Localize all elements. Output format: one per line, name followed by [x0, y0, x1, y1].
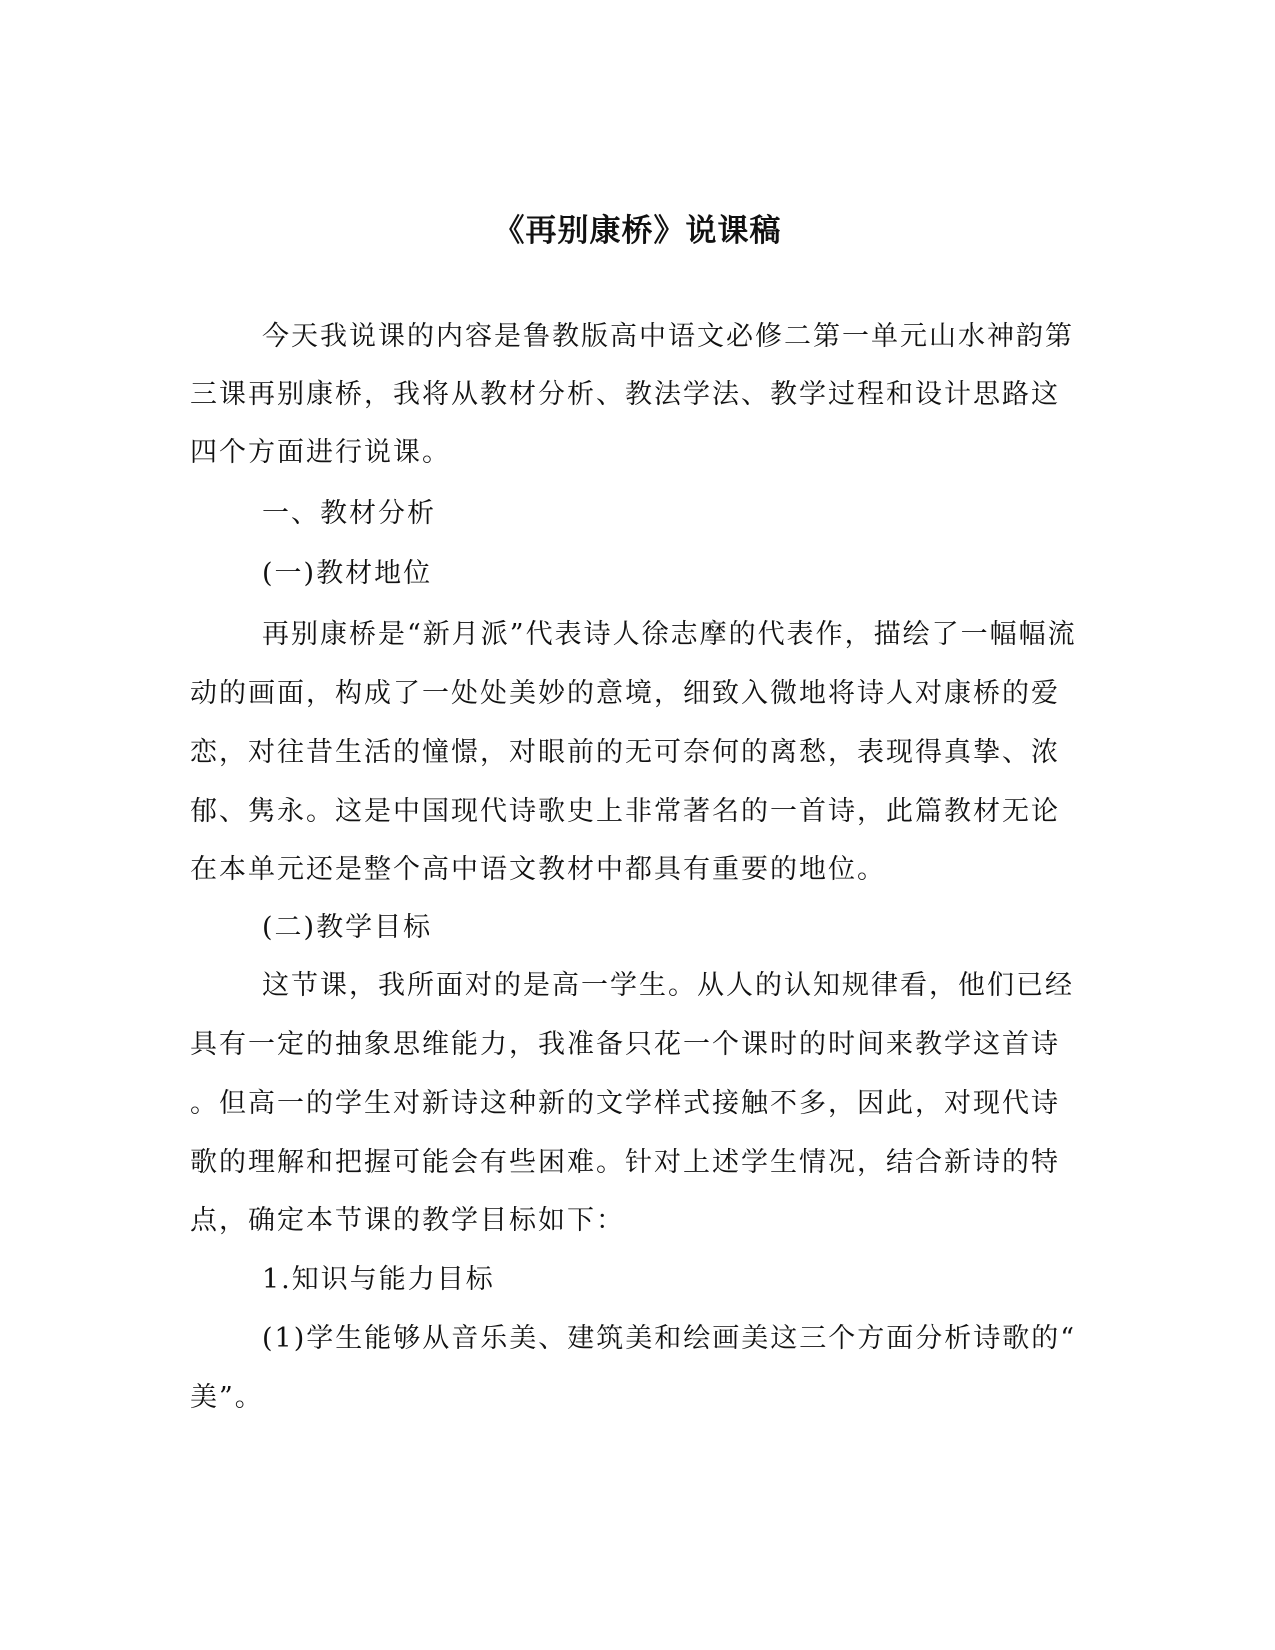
paragraph-line: 在本单元还是整个高中语文教材中都具有重要的地位。 — [190, 854, 886, 885]
subsection-heading: (二)教学目标 — [262, 912, 433, 943]
paragraph-line: 郁、隽永。这是中国现代诗歌史上非常著名的一首诗，此篇教材无论 — [190, 796, 1060, 827]
subsection-heading: 1.知识与能力目标 — [262, 1264, 495, 1295]
paragraph-line: 动的画面，构成了一处处美妙的意境，细致入微地将诗人对康桥的爱 — [190, 678, 1060, 709]
paragraph-line: 。但高一的学生对新诗这种新的文学样式接触不多，因此，对现代诗 — [190, 1088, 1060, 1119]
paragraph-line: 美”。 — [190, 1382, 264, 1413]
section-heading: 一、教材分析 — [262, 498, 436, 529]
paragraph-line: 今天我说课的内容是鲁教版高中语文必修二第一单元山水神韵第 — [262, 321, 1074, 352]
paragraph-line: 三课再别康桥，我将从教材分析、教法学法、教学过程和设计思路这 — [190, 379, 1060, 410]
paragraph-line: 具有一定的抽象思维能力，我准备只花一个课时的时间来教学这首诗 — [190, 1029, 1060, 1060]
paragraph-line: 四个方面进行说课。 — [190, 437, 451, 468]
paragraph-line: 歌的理解和把握可能会有些困难。针对上述学生情况，结合新诗的特 — [190, 1147, 1060, 1178]
document-title: 《再别康桥》说课稿 — [493, 213, 782, 249]
subsection-heading: (一)教材地位 — [262, 558, 433, 589]
paragraph-line: 再别康桥是“新月派”代表诗人徐志摩的代表作，描绘了一幅幅流 — [262, 619, 1077, 650]
paragraph-line: (1)学生能够从音乐美、建筑美和绘画美这三个方面分析诗歌的“ — [262, 1323, 1077, 1354]
paragraph-line: 恋，对往昔生活的憧憬，对眼前的无可奈何的离愁，表现得真挚、浓 — [190, 737, 1060, 768]
paragraph-line: 这节课，我所面对的是高一学生。从人的认知规律看，他们已经 — [262, 970, 1074, 1001]
paragraph-line: 点，确定本节课的教学目标如下： — [190, 1205, 625, 1236]
